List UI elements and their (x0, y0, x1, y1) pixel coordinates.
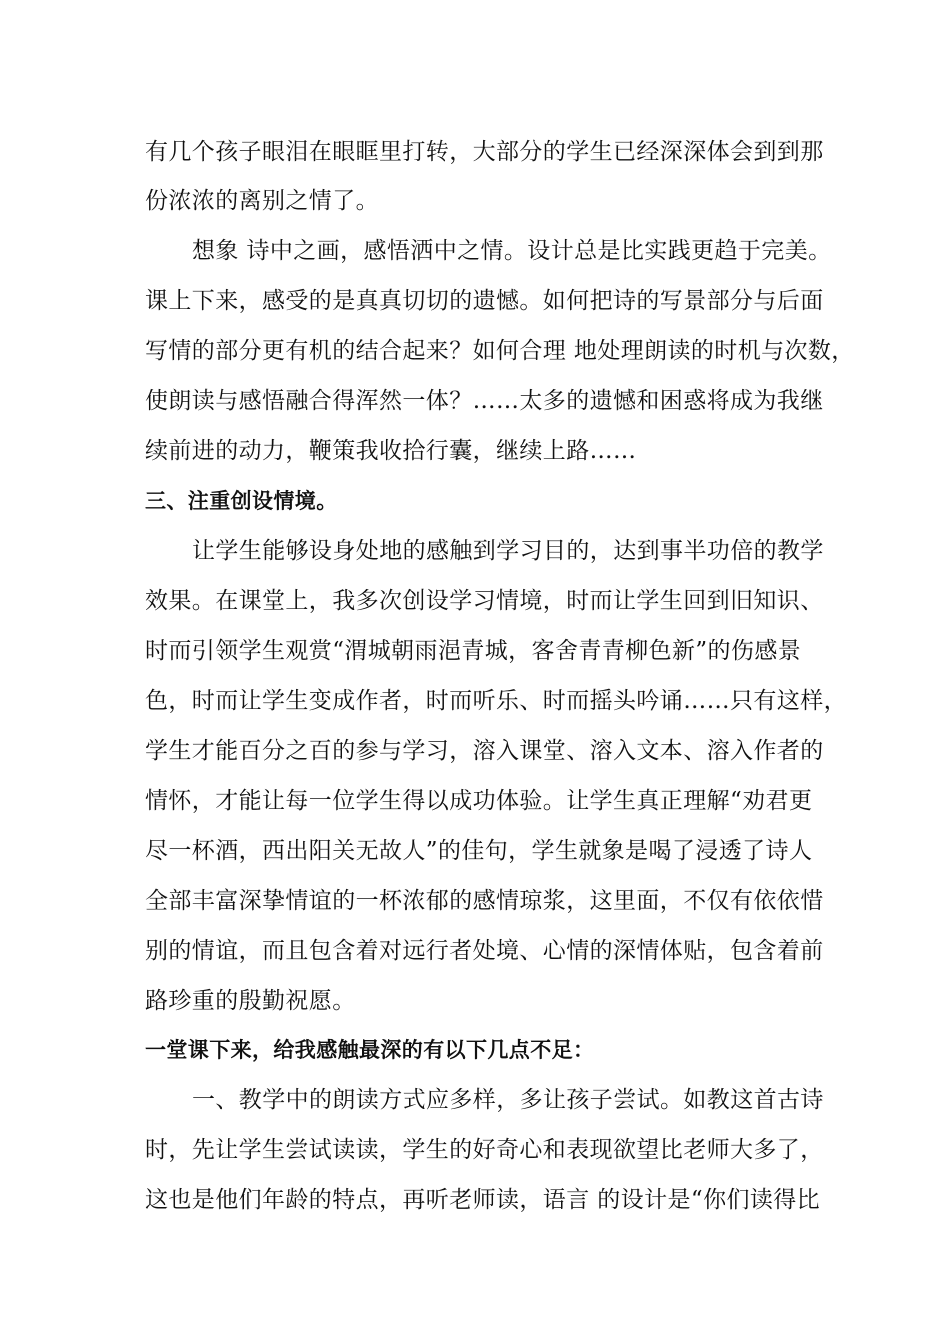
text-line: 全部丰富深挚情谊的一杯浓郁的感情琼浆，这里面，不仅有依依惜 (145, 888, 824, 914)
text-line: 情怀，才能让每一位学生得以成功体验。让学生真正理解“劝君更 (145, 788, 813, 814)
text-line: 别的情谊，而且包含着对远行者处境、心情的深情体贴，包含着前 (145, 938, 824, 964)
text-line: 色，时而让学生变成作者，时而听乐、时而摇头吟诵……只有这样， (145, 688, 847, 714)
text-line: 尽一杯酒，西出阳关无故人”的佳句，学生就象是喝了浸透了诗人 (145, 838, 813, 864)
text-line: 写情的部分更有机的结合起来？如何合理 地处理朗读的时机与次数， (145, 338, 855, 364)
text-line: 课上下来，感受的是真真切切的遗憾。如何把诗的写景部分与后面 (145, 288, 824, 314)
text-line: 份浓浓的离别之情了。 (145, 188, 379, 214)
text-line: 学生才能百分之百的参与学习，溶入课堂、溶入文本、溶入作者的 (145, 738, 824, 764)
text-line: 想象 诗中之画，感悟洒中之情。设计总是比实践更趋于完美。 (192, 238, 832, 264)
text-line: 这也是他们年龄的特点，再听老师读，语言 的设计是“你们读得比 (145, 1187, 821, 1213)
text-line: 有几个孩子眼泪在眼眶里打转，大部分的学生已经深深体会到到那 (145, 139, 824, 165)
text-line: 续前进的动力，鞭策我收拾行囊，继续上路…… (145, 438, 637, 464)
text-line: 时，先让学生尝试读读，学生的好奇心和表现欲望比老师大多了， (145, 1137, 824, 1163)
text-line: 路珍重的殷勤祝愿。 (145, 988, 356, 1014)
text-line: 时而引领学生观赏“渭城朝雨浥青城，客舍青青柳色新”的伤感景 (145, 638, 802, 664)
section-heading: 三、注重创设情境。 (145, 489, 338, 513)
text-line: 效果。在课堂上，我多次创设学习情境，时而让学生回到旧知识、 (145, 588, 824, 614)
text-line: 使朗读与感悟融合得浑然一体？……太多的遗憾和困惑将成为我继 (145, 388, 824, 414)
section-heading: 一堂课下来，给我感触最深的有以下几点不足： (145, 1038, 595, 1062)
text-line: 一、教学中的朗读方式应多样，多让孩子尝试。如教这首古诗 (192, 1087, 824, 1113)
text-line: 让学生能够设身处地的感触到学习目的，达到事半功倍的教学 (192, 538, 824, 564)
